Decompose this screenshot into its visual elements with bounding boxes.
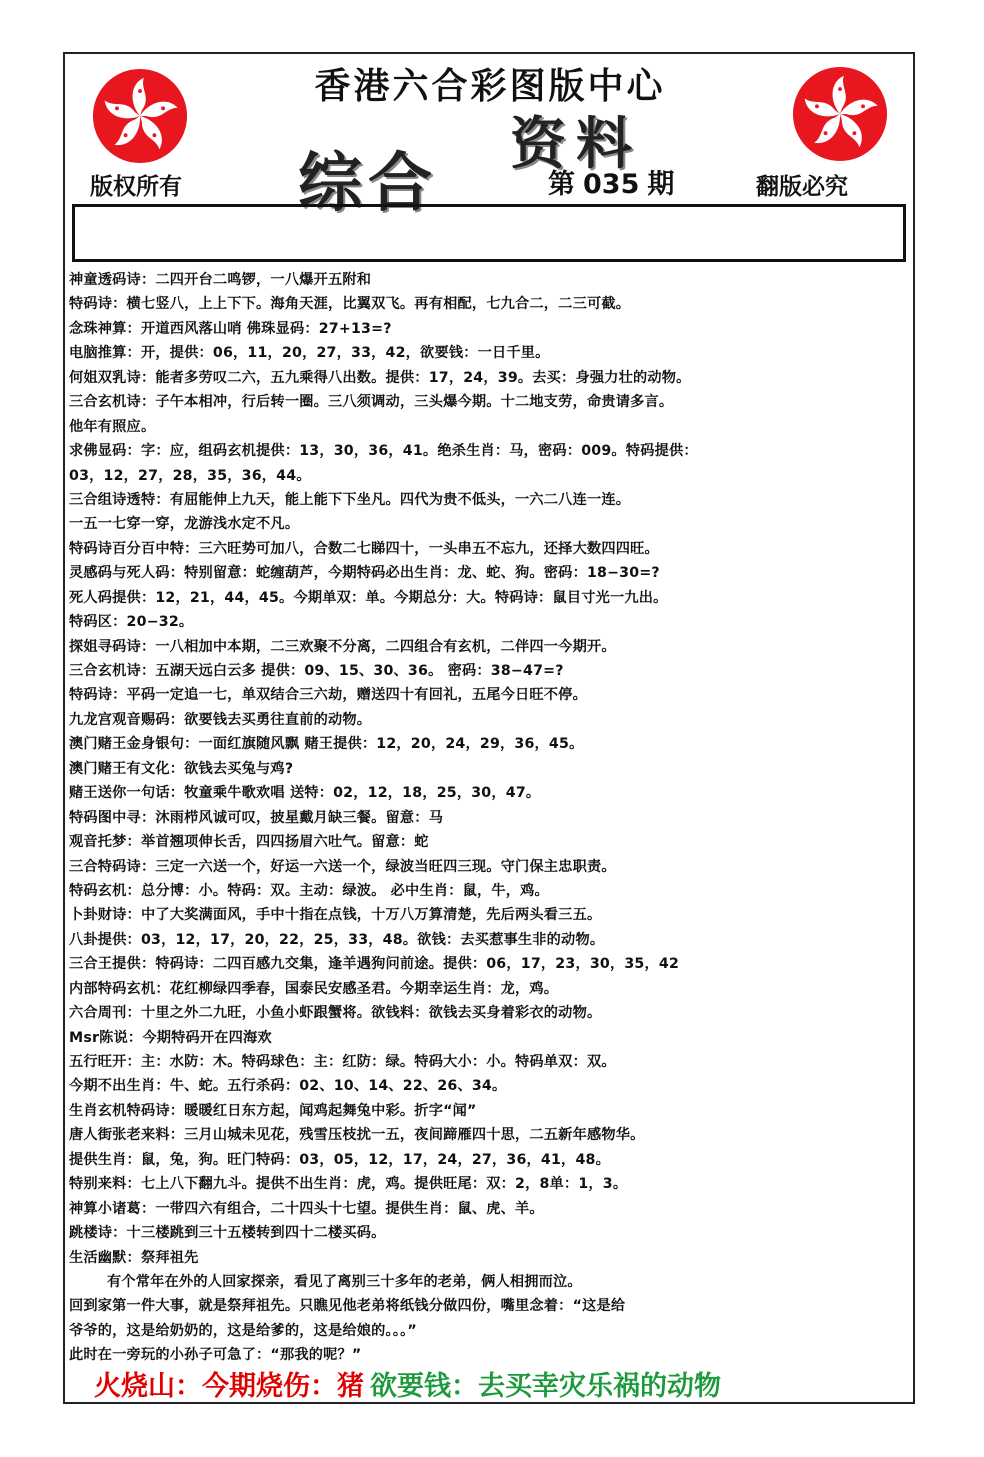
text-line: 特码诗：横七竖八，上上下下。海角天涯，比翼双飞。再有相配，七九合二，二三可截。 — [69, 296, 631, 313]
piracy-warning-label: 翻版必究 — [756, 173, 848, 200]
bauhinia-flower-icon — [92, 68, 188, 164]
big-title-ziliao: 资料 — [510, 111, 642, 177]
text-line: 特码诗百分百中特：三六旺势可加八，合数二七睇四十，一头串五不忘九，还择大数四四旺。 — [69, 540, 659, 557]
text-line: 内部特码玄机：花红柳绿四季春，国泰民安感圣君。今期幸运生肖：龙，鸡。 — [69, 980, 559, 997]
text-line: 特码区：20−32。 — [69, 614, 194, 631]
text-line: 求佛显码：字：应，组码玄机提供：13，30，36，41。绝杀生肖：马，密码：009。特码提供： — [69, 443, 698, 460]
text-line: 灵感码与死人码：特别留意：蛇缠葫芦，今期特码必出生肖：龙、蛇、狗。密码：18−30=? — [69, 565, 660, 582]
footer-red-text: 火烧山：今期烧伤：猪 — [94, 1371, 364, 1402]
text-line: 今期不出生肖：牛、蛇。五行杀码：02、10、14、22、26、34。 — [69, 1078, 507, 1095]
text-line: 何姐双乳诗：能者多劳叹二六，五九乘得八出数。提供：17，24，39。去买：身强力壮的动物。 — [69, 369, 691, 386]
text-line: 念珠神算：开道西风落山哨 佛珠显码：27+13=? — [69, 320, 392, 337]
text-line: 唐人街张老来料：三月山城未见花，残雪压枝扰一五，夜间蹄雁四十思，二五新年感物华。 — [69, 1127, 645, 1144]
text-line: 赌王送你一句话：牧童乘牛歌欢唱 送特：02，12，18，25，30，47。 — [69, 785, 541, 802]
text-line: 生肖玄机特码诗：暖暖红日东方起，闻鸡起舞兔中彩。折字“闻” — [69, 1102, 477, 1119]
content-lines — [69, 268, 909, 1368]
text-line: 一五一七穿一穿，龙游浅水定不凡。 — [69, 516, 300, 533]
text-line: 探姐寻码诗：一八相加中本期，二三欢聚不分离，二四组合有玄机，二伴四一今期开。 — [69, 638, 616, 655]
text-line: 爷爷的，这是给奶奶的，这是给爹的，这是给娘的。。。” — [69, 1322, 417, 1339]
text-line: 澳门赌王金身银句：一面红旗随风飘 赌王提供：12，20，24，29，36，45。 — [69, 736, 584, 753]
copyright-label: 版权所有 — [90, 173, 182, 200]
text-line: 特别来料：七上八下翻九斗。提供不出生肖：虎，鸡。提供旺尾：双：2，8单：1，3。 — [69, 1176, 628, 1193]
text-line: 特码图中寻：沐雨栉风诚可叹，披星戴月缺三餐。留意：马 — [69, 809, 444, 826]
text-line: 五行旺开：主：水防：木。特码球色：主：红防：绿。特码大小：小。特码单双：双。 — [69, 1054, 616, 1070]
footer-banner — [94, 1364, 721, 1403]
issue-suffix: 期 — [647, 169, 675, 200]
text-line: 九龙宫观音赐码：欲要钱去买勇往直前的动物。 — [69, 711, 372, 728]
issue-value: 035 — [583, 169, 640, 200]
text-line: 生活幽默：祭拜祖先 — [69, 1249, 199, 1266]
text-line: 有个常年在外的人回家探亲，看见了离别三十多年的老弟，俩人相拥而泣。 — [107, 1273, 582, 1290]
text-line: 特码玄机：总分博：小。特码：双。主动：绿波。 必中生肖：鼠，牛，鸡。 — [69, 882, 549, 899]
text-line: 此时在一旁玩的小孙子可急了：“那我的呢？” — [69, 1347, 362, 1364]
blank-banner-box — [72, 204, 906, 262]
text-line: 六合周刊：十里之外二九旺，小鱼小虾跟蟹将。欲钱料：欲钱去买身着彩衣的动物。 — [69, 1005, 602, 1022]
text-line: 他年有照应。 — [69, 418, 156, 435]
text-line: 卜卦财诗：中了大奖满面风，手中十指在点钱，十万八万算清楚，先后两头看三五。 — [69, 907, 602, 924]
issue-number — [548, 162, 674, 201]
text-line: Msr陈说：今期特码开在四海欢 — [69, 1029, 272, 1046]
text-line: 观音托梦：举首翘项伸长舌，四四扬眉六吐气。留意：蛇 — [69, 834, 429, 851]
text-line: 神算小诸葛：一带四六有组合，二十四头十七望。提供生肖：鼠、虎、羊。 — [69, 1200, 544, 1217]
footer-green-text: 欲要钱：去买幸灾乐祸的动物 — [370, 1371, 721, 1402]
text-line: 特码诗：平码一定追一七，单双结合三六劫，赠送四十有回礼，五尾今日旺不停。 — [69, 687, 587, 704]
text-line: 跳楼诗：十三楼跳到三十五楼转到四十二楼买码。 — [69, 1225, 386, 1242]
issue-prefix: 第 — [548, 169, 575, 200]
text-line: 澳门赌王有文化：欲钱去买兔与鸡? — [69, 760, 294, 777]
text-line: 三合玄机诗：子午本相冲，行后转一圈。三八须调动，三头爆今期。十二地支劳，命贵请多言。 — [69, 394, 674, 411]
page-title: 香港六合彩图版中心 — [314, 65, 666, 107]
text-line: 提供生肖：鼠，兔，狗。旺门特码：03，05，12，17，24，27，36，41，48。 — [69, 1151, 610, 1168]
text-line: 三合玄机诗：五湖天远白云多 提供：09、15、30、36。 密码：38−47=? — [69, 663, 564, 679]
text-line: 回到家第一件大事，就是祭拜祖先。只瞧见他老弟将纸钱分做四份，嘴里念着：“这是给 — [69, 1298, 626, 1315]
text-line: 电脑推算：开，提供：06，11，20，27，33，42，欲要钱：一日千里。 — [69, 345, 550, 362]
text-line: 三合特码诗：三定一六送一个，好运一六送一个，绿波当旺四三现。守门保主忠职责。 — [69, 858, 616, 875]
text-line: 三合王提供：特码诗：二四百感九交集，逢羊遇狗问前途。提供：06，17，23，30，35，42 — [69, 956, 680, 973]
text-line: 神童透码诗：二四开台二鸣锣，一八爆开五附和 — [69, 272, 372, 288]
bauhinia-flower-icon — [792, 66, 888, 162]
text-line: 三合组诗透特：有屈能伸上九天，能上能下下坐凡。四代为贵不低头，一六二八连一连。 — [69, 491, 631, 508]
text-line: 死人码提供：12，21，44，45。今期单双：单。今期总分：大。特码诗：鼠目寸光一九出。 — [69, 589, 668, 606]
text-line: 八卦提供：03，12，17，20，22，25，33，48。欲钱：去买惹事生非的动物。 — [69, 931, 605, 948]
text-line: 03，12，27，28，35，36，44。 — [69, 467, 311, 484]
big-title-zonghe: 综合 — [298, 146, 438, 221]
